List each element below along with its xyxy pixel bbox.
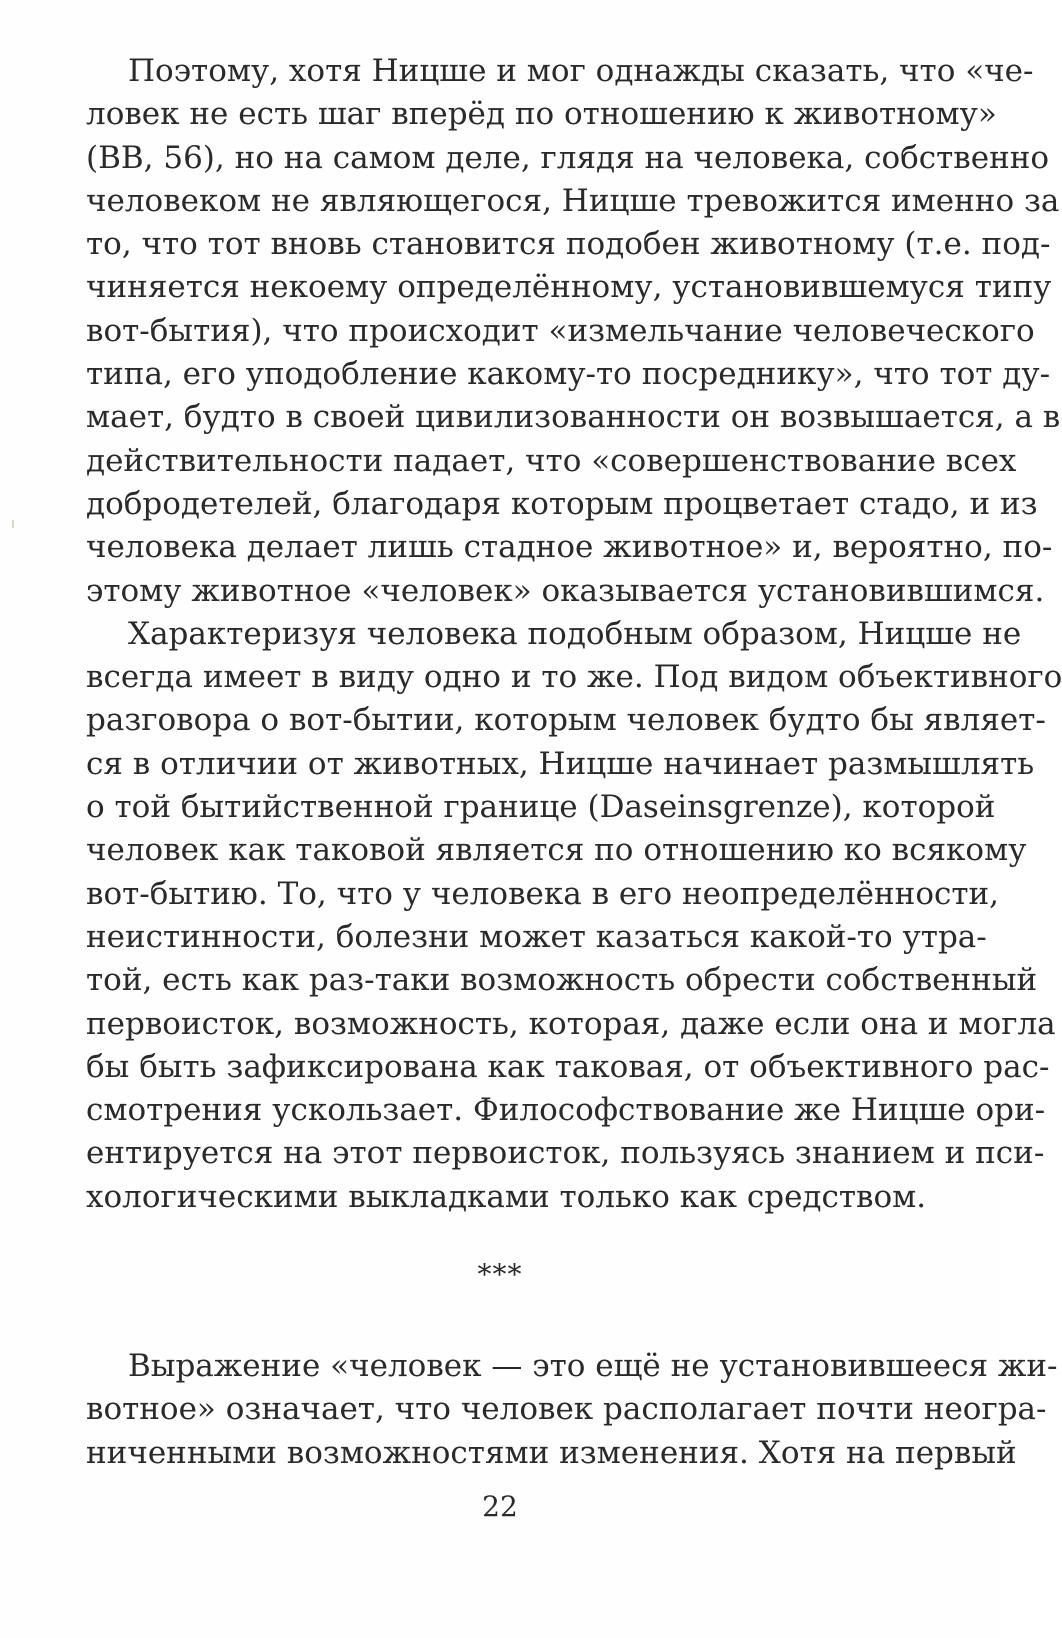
continued-text (86, 1345, 1058, 1475)
text-line: вот-бытия), что происходит «измельчание человеческого (86, 312, 1035, 349)
text-line: чиняется некоему определённому, установившемуся типу (86, 269, 1052, 306)
text-line: человеком не являющегося, Ницше тревожится именно за (86, 182, 1060, 219)
text-line: всегда имеет в виду одно и то же. Под видом объективного (86, 659, 1062, 696)
text-line: действительности падает, что «совершенствование всех (86, 442, 1017, 479)
text-line: добродетелей, благодаря которым процветает стадо, и из (86, 485, 1038, 522)
text-line: смотрения ускользает. Философствование же Ницше ори- (86, 1092, 1046, 1129)
text-line: мает, будто в своей цивилизованности он возвышается, а в (86, 399, 1061, 436)
text-line: типа, его уподобление какому-то посреднику», что тот ду- (86, 356, 1051, 393)
text-line: бы быть зафиксирована как таковая, от объективного рас- (86, 1048, 1050, 1085)
text-line: о той бытийственной границе (Daseinsgrenze), которой (86, 789, 996, 826)
text-line: ся в отличии от животных, Ницше начинает размышлять (86, 745, 1035, 782)
text-line: первоисток, возможность, которая, даже если она и могла (86, 1005, 1056, 1042)
text-line: Поэтому, хотя Ницше и мог однажды сказать, что «че- (128, 53, 1034, 89)
page-number: 22 (482, 1490, 518, 1523)
text-line: ниченными возможностями изменения. Хотя на первый (86, 1434, 1017, 1471)
text-line: той, есть как раз-таки возможность обрести собственный (86, 962, 1038, 999)
text-line: (ВВ, 56), но на самом деле, глядя на человека, собственно (86, 139, 1050, 176)
text-line: ловек не есть шаг вперёд по отношению к животному» (86, 96, 997, 133)
text-line: человека делает лишь стадное животное» и, вероятно, по- (86, 529, 1053, 566)
text-line: вот-бытию. То, что у человека в его неопределённости, (86, 875, 1000, 912)
text-line: ентируется на этот первоисток, пользуясь знанием и пси- (86, 1135, 1045, 1172)
text-line: вотное» означает, что человек располагает почти неогра- (86, 1391, 1047, 1428)
text-line: хологическими выкладками только как средством. (86, 1178, 927, 1215)
text-line: неистинности, болезни может казаться какой-то утра- (86, 918, 987, 955)
text-line: Выражение «человек — это ещё не установившееся жи- (128, 1348, 1058, 1384)
text-line: разговора о вот-бытии, которым человек будто бы являет- (86, 702, 1046, 739)
text-line: этому животное «человек» оказывается установившимся. (86, 572, 1045, 609)
text-line: Характеризуя человека подобным образом, Ницше не (128, 615, 1022, 652)
text-line: человек как таковой является по отношению ко всякому (86, 832, 1027, 869)
section-separator: *** (477, 1258, 523, 1291)
text-line: то, что тот вновь становится подобен животному (т.е. под- (86, 226, 1051, 263)
scan-artifact (12, 520, 14, 528)
main-text (86, 50, 1062, 1219)
